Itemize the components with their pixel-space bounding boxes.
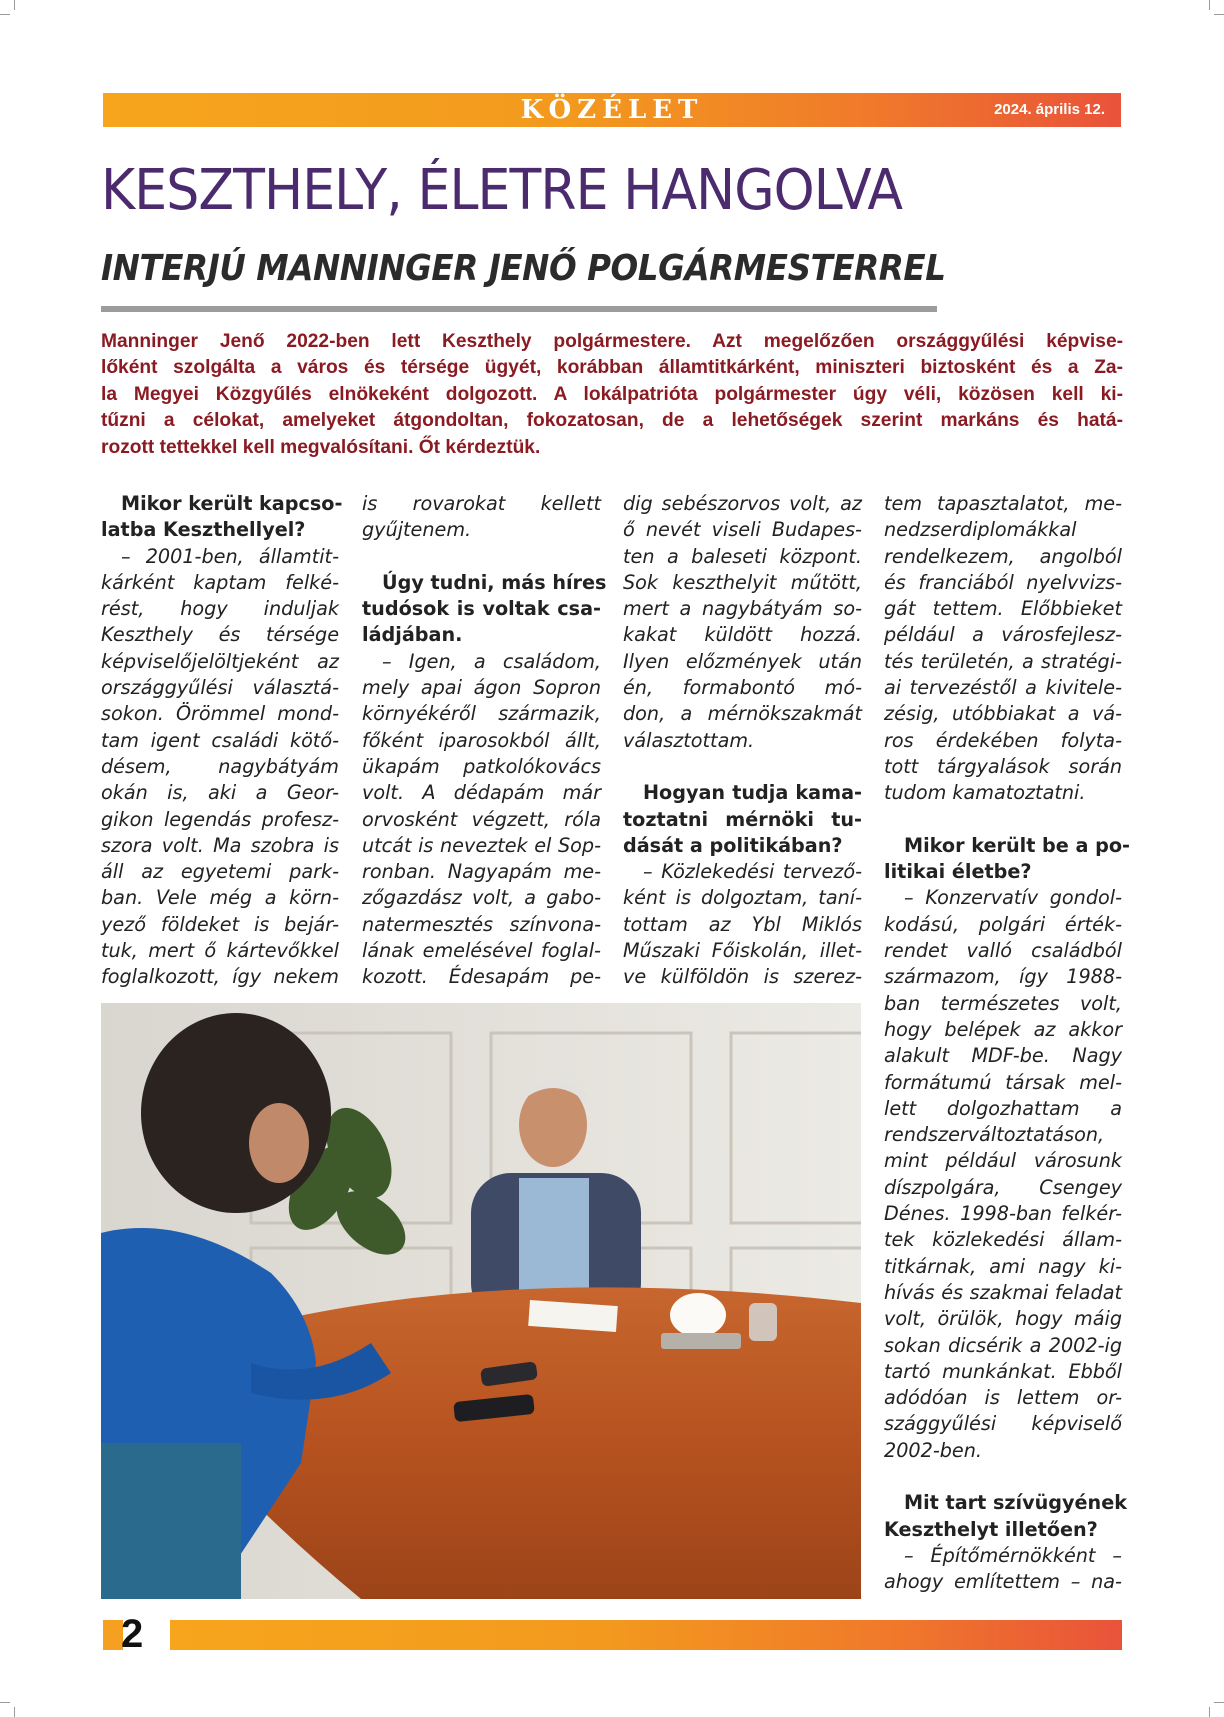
answer-line: szora volt. Ma szobra is [101,833,339,857]
answer-line: ükapám patkolókovács [362,754,601,778]
answer-line: áll az egyetemi park- [101,860,339,884]
answer-line: rendszerváltoztatáson, [884,1123,1105,1147]
lead-line: rozott tettekkel kell megvalósítani. Őt kérdeztük. [101,436,541,458]
footer-band [170,1620,1122,1650]
answer-line: – Építőmérnökként – [904,1543,1122,1567]
answer-line: orvosként végzett, róla [362,807,601,831]
crop-mark [1214,14,1224,15]
answer-line: tott tárgyalások során [884,754,1122,778]
answer-line: ai tervezéstől a kivitele- [884,676,1122,700]
answer-line: rést, hogy induljak [101,597,339,621]
answer-line: ros érdekében folyta- [884,728,1122,752]
answer-line: gyűjtenem. [362,518,472,542]
crop-mark [1209,0,1210,10]
paragraph-gap [884,1464,1122,1490]
question-line: Mikor került kapcso- [121,492,343,515]
article-subtitle: INTERJÚ MANNINGER JENŐ POLGÁRMESTERREL [101,248,946,289]
section-label: KÖZÉLET [520,95,704,125]
answer-line: formátumú társak mel- [884,1070,1122,1094]
answer-line: lának emelésével foglal- [362,939,601,963]
answer-line: gát tettem. Előbbieket [884,597,1122,621]
question-line: Mit tart szívügyének [904,1491,1127,1515]
answer-line: – Konzervatív gondol- [904,886,1122,910]
answer-line: választottam. [623,728,755,752]
question-line: latba Keszthellyel? [101,518,306,542]
answer-line: volt, örülök, hogy máig [884,1307,1122,1331]
answer-line: ronban. Nagyapám me- [362,860,601,884]
answer-line: tés területén, a stratégi- [884,649,1122,673]
answer-line: don, a mérnökszakmát [623,702,862,726]
answer-line: adódóan is lettem or- [884,1386,1122,1410]
answer-line: tam igent családi kötő- [101,728,339,752]
crop-mark [14,1707,15,1717]
answer-line: zésig, utóbbiakat a vá- [884,702,1122,726]
answer-line: ként is dolgoztam, taní- [623,886,862,910]
lead-line: lőként szolgálta a város és térsége ügyét, korábban államtitkárként, miniszteri biztosként és a Za- [101,357,1123,379]
answer-line: tem tapasztalatot, me- [884,492,1122,515]
answer-line: 2002-ben. [884,1438,982,1462]
lead-line: la Megyei Közgyűlés elnökeként dolgozott. A lokálpatrióta polgármester úgy véli, közösen kell ki- [101,383,1123,405]
answer-line: tek közlekedési állam- [884,1228,1122,1252]
answer-line: hogy belépek az akkor [884,1017,1122,1041]
answer-line: ahogy említettem – na- [884,1570,1122,1594]
question-line: Hogyan tudja kama- [643,781,862,805]
answer-line: yező földeket is bejár- [101,912,339,936]
answer-line: tottam az Ybl Miklós [623,912,862,936]
crop-mark [0,14,10,15]
lead-line: Manninger Jenő 2022-ben lett Keszthely polgármestere. Azt megelőzően országgyűlési képvise- [101,331,1123,352]
question-line: tudósok is voltak csa- [362,597,601,621]
answer-line: ő nevét viseli Budapes- [623,518,862,542]
answer-line: kakat küldött hozzá. [623,623,862,647]
question-line: Keszthelyt illetően? [884,1517,1098,1541]
crop-mark [0,1702,10,1703]
answer-line: is rovarokat kellett [362,492,601,515]
answer-line: utcát is neveztek el Sop- [362,833,601,857]
crop-mark [1214,1702,1224,1703]
answer-line: például a városfejlesz- [884,623,1122,647]
answer-line: hívás és szakmai feladat [884,1280,1122,1304]
answer-line: alakult MDF-be. Nagy [884,1044,1122,1068]
answer-line: ban természetes volt, [884,991,1122,1015]
text-column-3 [623,491,862,991]
answer-line: mert a nagybátyám so- [623,597,862,621]
answer-line: főként iparosokból állt, [362,728,601,752]
title-divider [101,306,937,312]
answer-line: dig sebészorvos volt, az [623,492,862,515]
answer-line: díszpolgára, Csengey [884,1175,1122,1199]
answer-line: származom, így 1988- [884,965,1122,989]
answer-line: zőgazdász volt, a gabo- [362,886,601,910]
question-line: dását a politikában? [623,833,843,857]
answer-line: volt. A dédapám már [362,781,601,805]
answer-line: rendelkezem, angolból [884,544,1122,568]
crop-mark [14,0,15,10]
answer-line: rendet valló családból [884,939,1122,963]
paragraph-gap [362,544,601,570]
answer-line: képviselőjelöltjeként az [101,649,339,673]
answer-line: Keszthely és térsége [101,623,339,647]
answer-line: mely apai ágon Sopron [362,676,601,700]
lead-line: tűzni a célokat, amelyeket átgondoltan, fokozatosan, de a lehetőségek szerint markáns és hatá- [101,410,1123,432]
answer-line: natermesztés színvona- [362,912,601,936]
answer-line: titkárnak, ami nagy ki- [884,1254,1122,1278]
answer-line: – Közlekedési tervező- [643,860,862,884]
footer-accent [103,1620,123,1650]
text-column-4 [884,491,1130,1595]
answer-line: és franciából nyelvvizs- [884,570,1122,594]
crop-mark [1209,1707,1210,1717]
answer-line: kodású, polgári érték- [884,912,1122,936]
answer-line: désem, nagybátyám [101,754,339,778]
text-column-2 [362,491,607,991]
question-line: toztatni mérnöki tu- [623,807,862,831]
answer-line: Dénes. 1998-ban felkér- [884,1202,1122,1226]
question-line: ládjában. [362,623,463,647]
answer-line: sokan dicsérik a 2002-ig [884,1333,1122,1357]
answer-line: Sok keszthelyit műtött, [623,570,862,594]
answer-line: – Igen, a családom, [382,649,601,673]
paragraph-gap [884,807,1122,833]
issue-date: 2024. április 12. [994,101,1105,118]
answer-line: mint például városunk [884,1149,1122,1173]
page-number: 2 [121,1612,144,1656]
article-title: KESZTHELY, ÉLETRE HANGOLVA [101,158,903,223]
question-line: Mikor került be a po- [904,833,1130,857]
answer-line: szággyűlési képviselő [884,1412,1122,1436]
answer-line: okán is, aki a Geor- [101,781,339,805]
lead-paragraph [101,329,1123,461]
answer-line: kárként kaptam felké- [101,570,339,594]
text-column-1 [101,491,343,991]
answer-line: Műszaki Főiskolán, illet- [623,939,862,963]
answer-line: gikon legendás profesz- [101,807,339,831]
answer-line: lett dolgozhattam a [884,1096,1122,1120]
section-header-band [103,93,1121,127]
answer-line: ten a baleseti központ. [623,544,862,568]
interview-photo [101,1003,861,1599]
answer-line: nedzserdiplomákkal [884,518,1077,542]
answer-line: kozott. Édesapám pe- [362,965,601,989]
answer-line: foglalkozott, így nekem [101,965,339,989]
answer-line: Ilyen előzmények után [623,649,862,673]
answer-line: tartó munkánkat. Ebből [884,1359,1122,1383]
answer-line: környékéről származik, [362,702,601,726]
answer-line: én, formabontó mó- [623,676,862,700]
answer-line: országgyűlési választá- [101,676,339,700]
question-line: litikai életbe? [884,860,1032,884]
answer-line: ban. Vele még a körn- [101,886,339,910]
answer-line: tuk, mert ő kártevőkkel [101,939,339,963]
answer-line: sokon. Örömmel mond- [101,702,339,726]
question-line: Úgy tudni, más híres [382,570,607,594]
answer-line: – 2001-ben, államtit- [121,544,339,568]
answer-line: tudom kamatoztatni. [884,781,1086,805]
answer-line: ve külföldön is szerez- [623,965,862,989]
paragraph-gap [623,754,862,780]
